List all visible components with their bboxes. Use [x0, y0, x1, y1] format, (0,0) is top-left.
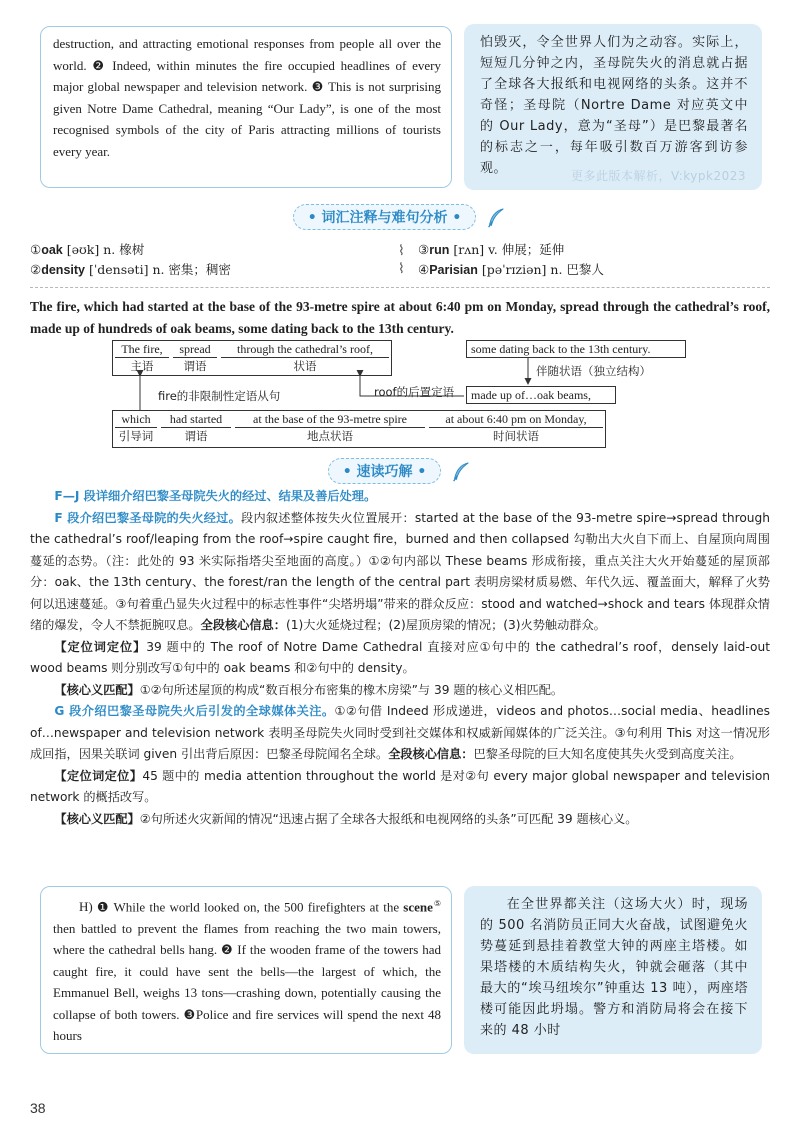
passage-chinese-box [464, 24, 762, 190]
main-clause-box [112, 340, 392, 376]
vocab-phonetic: [əʊk] [66, 242, 100, 257]
match-label: 【核心义匹配】 [54, 811, 140, 826]
segment-english: at about 6:40 pm on Monday, [429, 411, 603, 428]
vocab-highlight-word: scene [403, 899, 433, 915]
segment-english: at the base of the 93-metre spire [235, 411, 425, 428]
section-title-vocab [0, 204, 800, 230]
vocab-col-right [418, 240, 604, 280]
paragraph-g-core: 巴黎圣母院的巨大知名度使其失火受到高度关注。 [473, 747, 742, 761]
paragraph-g-heading: G 段介绍巴黎圣母院失火后引发的全球媒体关注。 [54, 704, 335, 718]
vocab-item [418, 240, 604, 260]
segment-english: spread [173, 341, 217, 358]
paragraph-f-match: ①②句所述屋顶的构成“数百根分布密集的橡木房梁”与 39 题的核心义相匹配。 [139, 682, 564, 697]
vocab-definition: n. 巴黎人 [550, 262, 604, 277]
passage-english-text: destruction, and attracting emotional responses from people all over the world. ❷ Indeed, within minutes the fire occupied headlines of every major global newspaper and television network. ❸ This is not surprising given Notre Dame Cathedral, meaning “Our Lady”, is one of the most recognised symbols of the city of Paris attracting millions of tourists every year. [53, 36, 441, 159]
vocab-phonetic: [rʌn] [453, 242, 485, 257]
passage-h-chinese-box [464, 886, 762, 1054]
core-info-label: 全段核心信息： [200, 618, 286, 632]
paragraph-label: H) [79, 899, 93, 915]
feather-pen-icon [485, 207, 507, 229]
section-title-speed-reading [0, 458, 800, 484]
vocab-list [30, 240, 770, 280]
passage-english-box [40, 26, 452, 188]
paragraph-g-match: ②句所述火灾新闻的情况“迅速占据了全球各大报纸和电视网络的头条”可匹配 39 题核心义。 [139, 811, 638, 826]
vocab-num: ④ [418, 262, 430, 277]
core-info-label: 全段核心信息： [388, 747, 474, 761]
segment-role: 状语 [293, 359, 317, 373]
footnote-marker: ⑤ [432, 899, 441, 908]
diagram-segment [221, 341, 389, 374]
match-label: 【核心义匹配】 [54, 682, 140, 697]
paragraph-f-locate: 39 题中的 The roof of Notre Dame Cathedral 直接对应①句中的 the cathedral’s roof，densely laid-out wood beams 则分别改写①句中的 oak beams 和②句中的 density。 [30, 639, 770, 675]
vocab-definition: n. 密集；稠密 [152, 262, 231, 277]
made-up-box [466, 386, 616, 404]
participle-box [466, 340, 686, 358]
segment-role: 谓语 [184, 429, 208, 443]
section-pill [293, 204, 477, 230]
paragraph-g-body: ①②句借 Indeed 形成递进，videos and photos…social media、headlines of…newspaper and television network 表明圣母院失火同时受到社交媒体和权威新闻媒体的广泛关注。③句利用 This 对这一情况形成回指，因果关联词 given 引出背后原因：巴黎圣母院闻名全球。 [30, 704, 771, 761]
segment-english: which [115, 411, 157, 428]
dashed-divider [30, 287, 770, 288]
paragraph-g-locate: 45 题中的 media attention throughout the world 是对②句 every major global newspaper and television network 的概括改写。 [30, 768, 771, 804]
analysis-intro: F—J 段详细介绍巴黎圣母院失火的经过、结果及善后处理。 [54, 489, 377, 503]
diagram-segment [115, 341, 169, 374]
diagram-segment [173, 341, 217, 374]
diagram-segment [161, 411, 231, 444]
passage-h-english-box [40, 886, 452, 1054]
vocab-phonetic: [pəˈrɪziən] [481, 262, 547, 277]
segment-role: 主语 [130, 359, 154, 373]
vocab-word: density [41, 263, 85, 277]
participle-phrase: some dating back to the 13th century. [471, 342, 651, 356]
vocab-item [30, 240, 231, 260]
segment-role: 时间状语 [493, 429, 539, 443]
diagram-segment [235, 411, 425, 444]
segment-english: The fire, [115, 341, 169, 358]
segment-role: 引导词 [118, 429, 154, 443]
made-up-phrase: made up of…oak beams, [471, 388, 591, 402]
passage-chinese-text: 怕毁灭，令全世界人们为之动容。实际上，短短几分钟之内，圣母院失火的消息就占据了全球各大报纸和电视网络的头条。这并不奇怪；圣母院（Nortre Dame 对应英文中的 Our Lady，意为“圣母”）是巴黎最著名的标志之一，每年吸引数百万游客到访参观。 [480, 35, 748, 176]
passage-h-text: ❶ While the world looked on, the 500 firefighters at the [96, 899, 400, 915]
wavy-divider: ⌇ ⌇ [398, 243, 405, 277]
section-title-text: • 词汇注释与难句分析 • [307, 210, 462, 226]
vocab-definition: n. 橡树 [103, 242, 145, 257]
vocab-num: ① [30, 242, 42, 257]
vocab-word: Parisian [429, 263, 478, 277]
vocab-num: ② [30, 262, 42, 277]
postmodifier-label: roof的后置定语 [374, 385, 455, 399]
watermark: 更多此版本解析，V:kypk2023 [570, 169, 746, 183]
difficult-sentence: The fire, which had started at the base of the 93-metre spire at about 6:40 pm on Monday, spread through the cathedral’s roof, made up of hundreds of oak beams, some dating back to the 13th century. [30, 299, 770, 336]
passage-h-text-cont: then battled to prevent the flames from reaching the two main towers, where the cathedral bells hang. ❷ If the wooden frame of the towers had caught fire, it could have sent the bells—the largest of which, the Emmanuel Bell, weighs 13 tons—crashing down, potentially causing the collapse of both towers. ❸Police and fire services will spend the next 48 hours [53, 920, 441, 1044]
vocab-phonetic: [ˈdensəti] [88, 262, 149, 277]
paragraph-f-core: (1)大火延烧过程；(2)屋顶房梁的情况；(3)火势触动群众。 [285, 618, 606, 632]
participle-label: 伴随状语（独立结构） [536, 364, 651, 378]
segment-english: through the cathedral’s roof, [221, 341, 389, 358]
paragraph-f-body: 段内叙述整体按失火位置展开：started at the base of the 93-metre spire→spread through the cathedral’s roof/leaping from the roof→spire caught fire，burned and then collapsed 勾勒出大火自下而上、自屋顶向周围蔓延的态势。（注：此处的 93 米实际指塔尖至地面的高度。）①②句内部以 These beams 形成衔接，重点关注大火开始蔓延的屋顶部分：oak、the 13th century、the forest/ran the length of the central part 表明房梁材质易燃、年代久远、覆盖面大，解释了火势何以迅速蔓延。③句着重凸显失火过程中的标志性事件“尖塔坍塌”带来的群众反应：stood and watched→shock and tears 体现群众情绪的爆发，令人不禁扼腕叹息。 [30, 510, 770, 632]
vocab-word: oak [41, 243, 63, 257]
vocab-word: run [429, 243, 450, 257]
segment-role: 地点状语 [307, 429, 353, 443]
locate-label: 【定位词定位】 [54, 768, 143, 783]
feather-pen-icon [450, 461, 472, 483]
section-title-text: • 速读巧解 • [342, 464, 427, 480]
vocab-item [30, 260, 231, 280]
vocab-col-left [30, 240, 231, 280]
vocab-num: ③ [418, 242, 430, 257]
vocab-item [418, 260, 604, 280]
diagram-segment [429, 411, 603, 444]
relative-clause-label: fire的非限制性定语从句 [158, 389, 281, 403]
speed-reading-analysis [30, 486, 770, 830]
page-number: 38 [30, 1100, 46, 1116]
segment-english: had started [161, 411, 231, 428]
paragraph-f-heading: F 段介绍巴黎圣母院的失火经过。 [54, 510, 242, 525]
diagram-segment [115, 411, 157, 444]
locate-label: 【定位词定位】 [54, 639, 147, 654]
relative-clause-box [112, 410, 606, 448]
section-pill [328, 458, 442, 484]
passage-h-translation: 在全世界都关注（这场大火）时，现场的 500 名消防员正同大火奋战，试图避免火势蔓延到悬挂着教堂大钟的两座主塔楼。如果塔楼的木质结构失火，钟就会砸落（其中最大的“埃马纽埃尔”钟重达 13 吨），两座塔楼可能因此坍塌。警方和消防局将会在接下来的 48 小时 [480, 897, 748, 1038]
segment-role: 谓语 [183, 359, 207, 373]
vocab-definition: v. 伸展；延伸 [488, 242, 565, 257]
